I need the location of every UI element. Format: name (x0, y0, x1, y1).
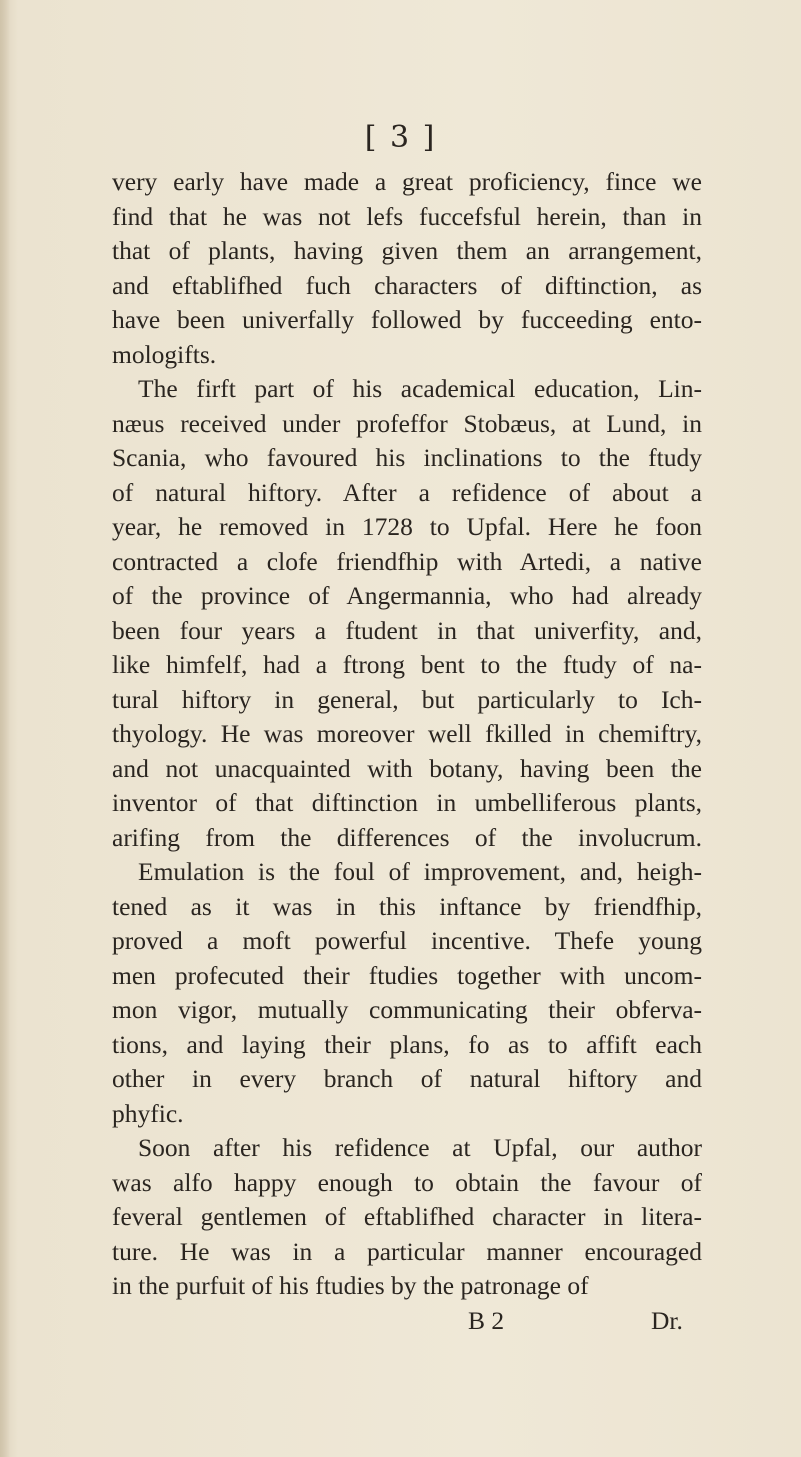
text-line: of the province of Angermannia, who had already (112, 581, 702, 610)
page-footer (0, 1306, 801, 1340)
text-line: very early have made a great proficiency, fince we (112, 167, 702, 196)
text-line: of natural hiftory. After a refidence of about a (112, 477, 702, 507)
text-line: like himfelf, had a ftrong bent to the ftudy of na- (112, 650, 702, 679)
text-line: arifing from the differences of the involucrum. (112, 822, 702, 852)
text-line: men profecuted their ftudies together with uncom- (112, 960, 702, 990)
body-text (112, 165, 702, 1304)
text-line: have been univerfally followed by fucceeding ento- (112, 305, 702, 334)
text-line: phyfic. (112, 1098, 184, 1128)
text-line: tions, and laying their plans, fo as to affift each (112, 1029, 702, 1059)
text-line: was alfo happy enough to obtain the favour of (112, 1167, 702, 1197)
text-line: næus received under profeffor Stobæus, at Lund, in (112, 408, 702, 438)
text-line: mologifts. (112, 339, 217, 369)
text-line: Scania, who favoured his inclinations to the ftudy (112, 443, 702, 472)
text-line: in the purfuit of his ftudies by the patronage of (112, 1271, 589, 1300)
text-line: tened as it was in this inftance by friendfhip, (112, 891, 702, 921)
signature-mark: B 2 (468, 1305, 505, 1335)
text-line: Emulation is the foul of improvement, and, heigh- (138, 857, 702, 886)
text-line: that of plants, having given them an arrangement, (112, 236, 702, 265)
text-line: contracted a clofe friendfhip with Artedi, a native (112, 546, 702, 576)
text-line: other in every branch of natural hiftory and (112, 1064, 702, 1093)
text-line: tural hiftory in general, but particularly to Ich- (112, 684, 702, 714)
page-number-header (0, 120, 801, 155)
text-line: and not unacquainted with botany, having been the (112, 753, 702, 783)
text-line: find that he was not lefs fuccefsful herein, than in (112, 201, 702, 231)
text-line: and eftablifhed fuch characters of diftinction, as (112, 270, 702, 300)
text-line: mon vigor, mutually communicating their obferva- (112, 995, 702, 1024)
text-line: feveral gentlemen of eftablifhed character in litera- (112, 1202, 702, 1231)
page-number: [ 3 ] (364, 120, 437, 155)
text-line: inventor of that diftinction in umbelliferous plants, (112, 788, 702, 817)
page-edge-shadow (0, 0, 10, 1457)
catchword: Dr. (651, 1305, 683, 1335)
text-line: year, he removed in 1728 to Upfal. Here he foon (112, 512, 702, 541)
text-line: Soon after his refidence at Upfal, our author (138, 1133, 702, 1162)
text-line: ture. He was in a particular manner encouraged (112, 1236, 702, 1266)
text-line: thyology. He was moreover well fkilled in chemiftry, (112, 719, 702, 748)
text-line: proved a moft powerful incentive. Thefe young (112, 926, 702, 955)
text-line: The firft part of his academical education, Lin- (138, 374, 702, 403)
text-line: been four years a ftudent in that univerfity, and, (112, 615, 702, 645)
